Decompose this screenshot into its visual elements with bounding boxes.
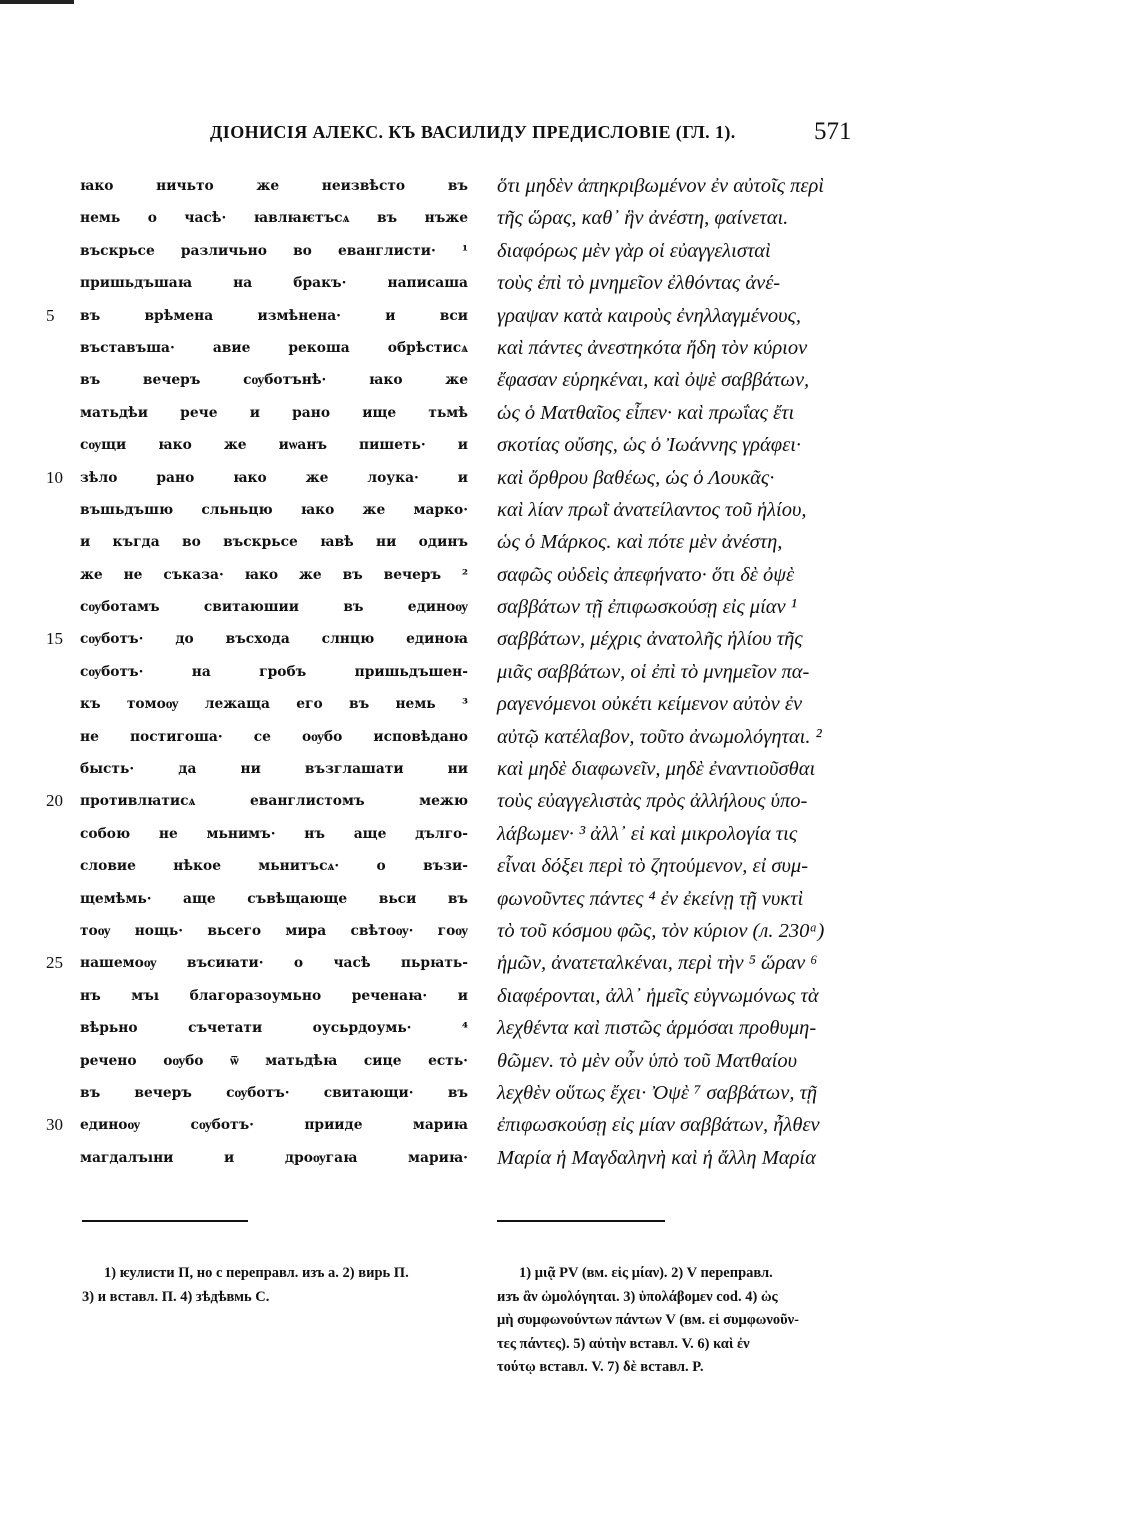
slavonic-column <box>46 170 468 1174</box>
slavonic-line <box>80 397 468 429</box>
greek-line: σαφῶς οὐδεὶς ἀπεφήνατο· ὅτι δὲ ὀψὲ <box>497 563 795 586</box>
slavonic-line-text: немь о часѣ· ꙗвлꙗѥтъсѧ въ нъже <box>80 210 468 227</box>
greek-line: τὸ τοῦ κόσμου φῶς, τὸν κύριον (л. 230ᵃ) <box>497 919 825 942</box>
slavonic-line-text: въшьдъшю сльньцю ꙗко же марко· <box>80 501 468 518</box>
slavonic-line-text: зѣло рано ꙗко же лоука· и <box>80 469 468 486</box>
slavonic-line <box>46 1109 468 1141</box>
footnote-rule-left <box>82 1220 248 1222</box>
slavonic-line-text: не постигоша· се оѹбо исповѣдано <box>80 728 468 745</box>
slavonic-line <box>80 1045 468 1077</box>
line-number: 20 <box>46 791 63 811</box>
slavonic-line <box>80 915 468 947</box>
greek-line: εἶναι δόξει περὶ τὸ ζητούμενον, εἰ συμ- <box>497 855 809 878</box>
slavonic-line-text: тоѹ нощь· вьсего мира свѣтоѹ· гоѹ <box>80 922 468 939</box>
greek-column <box>497 170 887 1174</box>
slavonic-line-text: же не съказа· ꙗко же въ вечеръ ² <box>80 566 468 583</box>
slavonic-line-text: матьдѣи рече и рано ище тьмѣ <box>80 404 468 421</box>
slavonic-line <box>80 883 468 915</box>
slavonic-line <box>80 591 468 623</box>
slavonic-line <box>80 267 468 299</box>
slavonic-line-text: нъ мъı благоразоумьно реченаꙗ· и <box>80 987 468 1004</box>
slavonic-line-text: пришьдъшаꙗ на бракъ· написаша <box>80 275 468 292</box>
greek-line: μιᾶς σαββάτων, οἱ ἐπὶ τὸ μνημεῖον πα- <box>497 660 810 683</box>
greek-line: καὶ ὄρθρου βαθέως, ὡς ὁ Λουκᾶς· <box>497 466 775 489</box>
footnote-line: 1) ѥулисти П, но с переправл. изъ а. 2) вирь П. <box>104 1265 409 1281</box>
greek-line: λεχθέντα καὶ πιστῶς ἁρμόσαι προθυμη- <box>497 1017 817 1040</box>
slavonic-line-text: ꙗко ничьто же неизвѣсто въ <box>80 178 468 194</box>
greek-line: ἐπιφωσκούσῃ εἰς μίαν σαββάτων, ἦλθεν <box>497 1114 820 1137</box>
slavonic-line-text: словие нѣкое мьнитъсѧ· о възи- <box>80 858 468 875</box>
greek-line: διαφόρως μὲν γὰρ οἱ εὐαγγελισταὶ <box>497 239 771 262</box>
slavonic-line <box>80 1012 468 1044</box>
greek-line: ραγενόμενοι οὐκέτι κείμενον αὐτὸν ἐν <box>497 693 803 716</box>
greek-line: γραψαν κατὰ καιροὺς ἐνηλλαγμένους, <box>497 304 801 327</box>
slavonic-line <box>46 623 468 655</box>
slavonic-line-text: противлꙗтисѧ еванглистомъ межю <box>80 793 468 810</box>
slavonic-line-text: щемѣмь· аще съвѣщающе вьси въ <box>80 890 468 907</box>
slavonic-line <box>80 332 468 364</box>
slavonic-line <box>80 559 468 591</box>
greek-line: ὡς ὁ Μάρκος. καὶ πότε μὲν ἀνέστη, <box>497 531 783 554</box>
slavonic-line-text: сѹботамъ свитаюшии въ единоѹ <box>80 599 468 616</box>
slavonic-line-text: въскрьсе различьно во еванглисти· ¹ <box>80 242 468 259</box>
slavonic-line <box>80 364 468 396</box>
slavonic-line-text: вѣрьно съчетати оусьрдоумь· ⁴ <box>80 1020 468 1037</box>
line-number: 5 <box>46 305 55 325</box>
greek-line: αὐτῷ κατέλαβον, τοῦτο ἀνωμολόγηται. ² <box>497 725 822 748</box>
slavonic-line-text: въ врѣмена измѣнена· и вси <box>80 307 468 324</box>
slavonic-line <box>46 462 468 494</box>
greek-line: καὶ μηδὲ διαφωνεῖν, μηδὲ ἐναντιοῦσθαι <box>497 758 816 781</box>
slavonic-line-text: бысть· да ни възглашати ни <box>80 761 468 778</box>
running-head: ДІОНИСІЯ АЛЕКС. КЪ ВАСИЛИДУ ПРЕДИСЛОВІЕ (ГЛ. 1). <box>210 122 736 142</box>
greek-line: ὡς ὁ Ματθαῖος εἶπεν· καὶ πρωΐας ἔτι <box>497 401 795 424</box>
greek-line: σαββάτων, μέχρις ἀνατολῆς ἡλίου τῆς <box>497 628 803 651</box>
footnote-line: 3) и вставл. П. 4) зѣдѣвмь С. <box>82 1288 270 1305</box>
slavonic-line-text: сѹщи ꙗко же иѡанъ пишеть· и <box>80 437 468 454</box>
slavonic-line <box>80 688 468 720</box>
footnote-line: изъ ἂν ὡμολόγηται. 3) ὑπολάβομεν cod. 4) ὡς <box>497 1288 778 1305</box>
greek-line: θῶμεν. τὸ μὲν οὖν ὑπὸ τοῦ Ματθαίου <box>497 1049 797 1072</box>
slavonic-line-text: собою не мьнимъ· нъ аще дълго- <box>80 825 468 842</box>
slavonic-line-text: къ томоѹ лежаща его въ немь ³ <box>80 696 468 713</box>
slavonic-line <box>80 526 468 558</box>
footnotes-greek <box>497 1262 889 1380</box>
greek-line: Μαρία ἡ Μαγδαληνὴ καὶ ἡ ἄλλη Μαρία <box>497 1146 816 1169</box>
slavonic-line <box>80 429 468 461</box>
greek-line: τοὺς εὐαγγελιστὰς πρὸς ἀλλήλους ὑπο- <box>497 790 808 813</box>
slavonic-line-text: въставъша· авие рекоша обрѣстисѧ <box>80 339 468 356</box>
slavonic-line <box>80 721 468 753</box>
greek-line: διαφέρονται, ἀλλ᾽ ἡμεῖς εὐγνωμόνως τὰ <box>497 984 819 1007</box>
line-number: 10 <box>46 467 63 487</box>
greek-line: καὶ πάντες ἀνεστηκότα ἤδη τὸν κύριον <box>497 336 808 359</box>
footnotes-slavonic <box>82 1262 472 1309</box>
footnote-line: τες πάντες). 5) αὐτὴν вставл. V. 6) καὶ ἐν <box>497 1335 750 1352</box>
slavonic-line-text: сѹботъ· на гробъ пришьдъшен- <box>80 663 468 680</box>
slavonic-line <box>80 170 468 202</box>
slavonic-line-text: и къгда во въскрьсе ꙗвѣ ни одинъ <box>80 534 468 551</box>
slavonic-line <box>46 947 468 979</box>
slavonic-line-text: речено оѹбо ѿ матьдѣꙗ сице есть· <box>80 1052 468 1069</box>
slavonic-line <box>80 656 468 688</box>
greek-line: σκοτίας οὔσης, ὡς ὁ Ἰωάννης γράφει· <box>497 434 802 457</box>
slavonic-line <box>80 202 468 234</box>
footnote-line: 1) μιᾷ PV (вм. εἰς μίαν). 2) V переправл. <box>519 1265 773 1281</box>
slavonic-line-text: сѹботъ· до въсхода слнцю единоꙗ <box>80 631 468 648</box>
greek-line: λεχθὲν οὕτως ἔχει· Ὀψὲ ⁷ σαββάτων, τῇ <box>497 1081 818 1104</box>
greek-line: φωνοῦντες πάντες ⁴ ἐν ἐκείνῃ τῇ νυκτὶ <box>497 887 804 910</box>
slavonic-line-text: нашемоѹ въсиꙗти· о часѣ пьрꙗть- <box>80 955 468 972</box>
greek-line: τῆς ὥρας, καθ᾽ ἣν ἀνέστη, φαίνεται. <box>497 207 789 230</box>
slavonic-line <box>80 850 468 882</box>
greek-line: ὅτι μηδὲν ἀπηκριβωμένον ἐν αὐτοῖς περὶ <box>497 175 824 197</box>
greek-line: καὶ λίαν πρωῒ ἀνατείλαντος τοῦ ἡλίου, <box>497 498 807 521</box>
line-number: 15 <box>46 629 63 649</box>
slavonic-line <box>80 235 468 267</box>
slavonic-line <box>46 300 468 332</box>
slavonic-line <box>80 980 468 1012</box>
greek-line: λάβωμεν· ³ ἀλλ᾽ εἰ καὶ μικρολογία τις <box>497 822 798 845</box>
greek-line: τοὺς ἐπὶ τὸ μνημεῖον ἐλθόντας ἀνέ- <box>497 272 781 295</box>
line-number: 25 <box>46 953 63 973</box>
slavonic-line-text: магдалъıни и дроѹгаꙗ мариꙗ· <box>80 1149 468 1166</box>
slavonic-line <box>80 1142 468 1174</box>
page-number: 571 <box>814 118 852 145</box>
page-header <box>210 118 890 148</box>
slavonic-line-text: въ вечеръ сѹботънѣ· ꙗко же <box>80 372 468 389</box>
slavonic-line <box>80 494 468 526</box>
slavonic-line <box>80 818 468 850</box>
top-edge-mark <box>0 0 74 4</box>
slavonic-line <box>80 1077 468 1109</box>
slavonic-line <box>46 785 468 817</box>
footnote-rule-right <box>497 1220 665 1222</box>
slavonic-line-text: въ вечеръ сѹботъ· свитающи· въ <box>80 1084 468 1101</box>
slavonic-line-text: единоѹ сѹботъ· прииде мариꙗ <box>80 1117 468 1134</box>
slavonic-line <box>80 753 468 785</box>
footnote-line: τούτῳ вставл. V. 7) δὲ вставл. P. <box>497 1359 704 1375</box>
line-number: 30 <box>46 1115 63 1135</box>
footnote-line: μὴ συμφωνούντων πάντων V (вм. εἰ συμφωνοῦν- <box>497 1312 799 1328</box>
greek-line: ἔφασαν εὑρηκέναι, καὶ ὀψὲ σαββάτων, <box>497 369 810 392</box>
greek-line: ἡμῶν, ἀνατεταλκέναι, περὶ τὴν ⁵ ὥραν ⁶ <box>497 952 818 975</box>
greek-line: σαββάτων τῇ ἐπιφωσκούσῃ εἰς μίαν ¹ <box>497 596 797 619</box>
